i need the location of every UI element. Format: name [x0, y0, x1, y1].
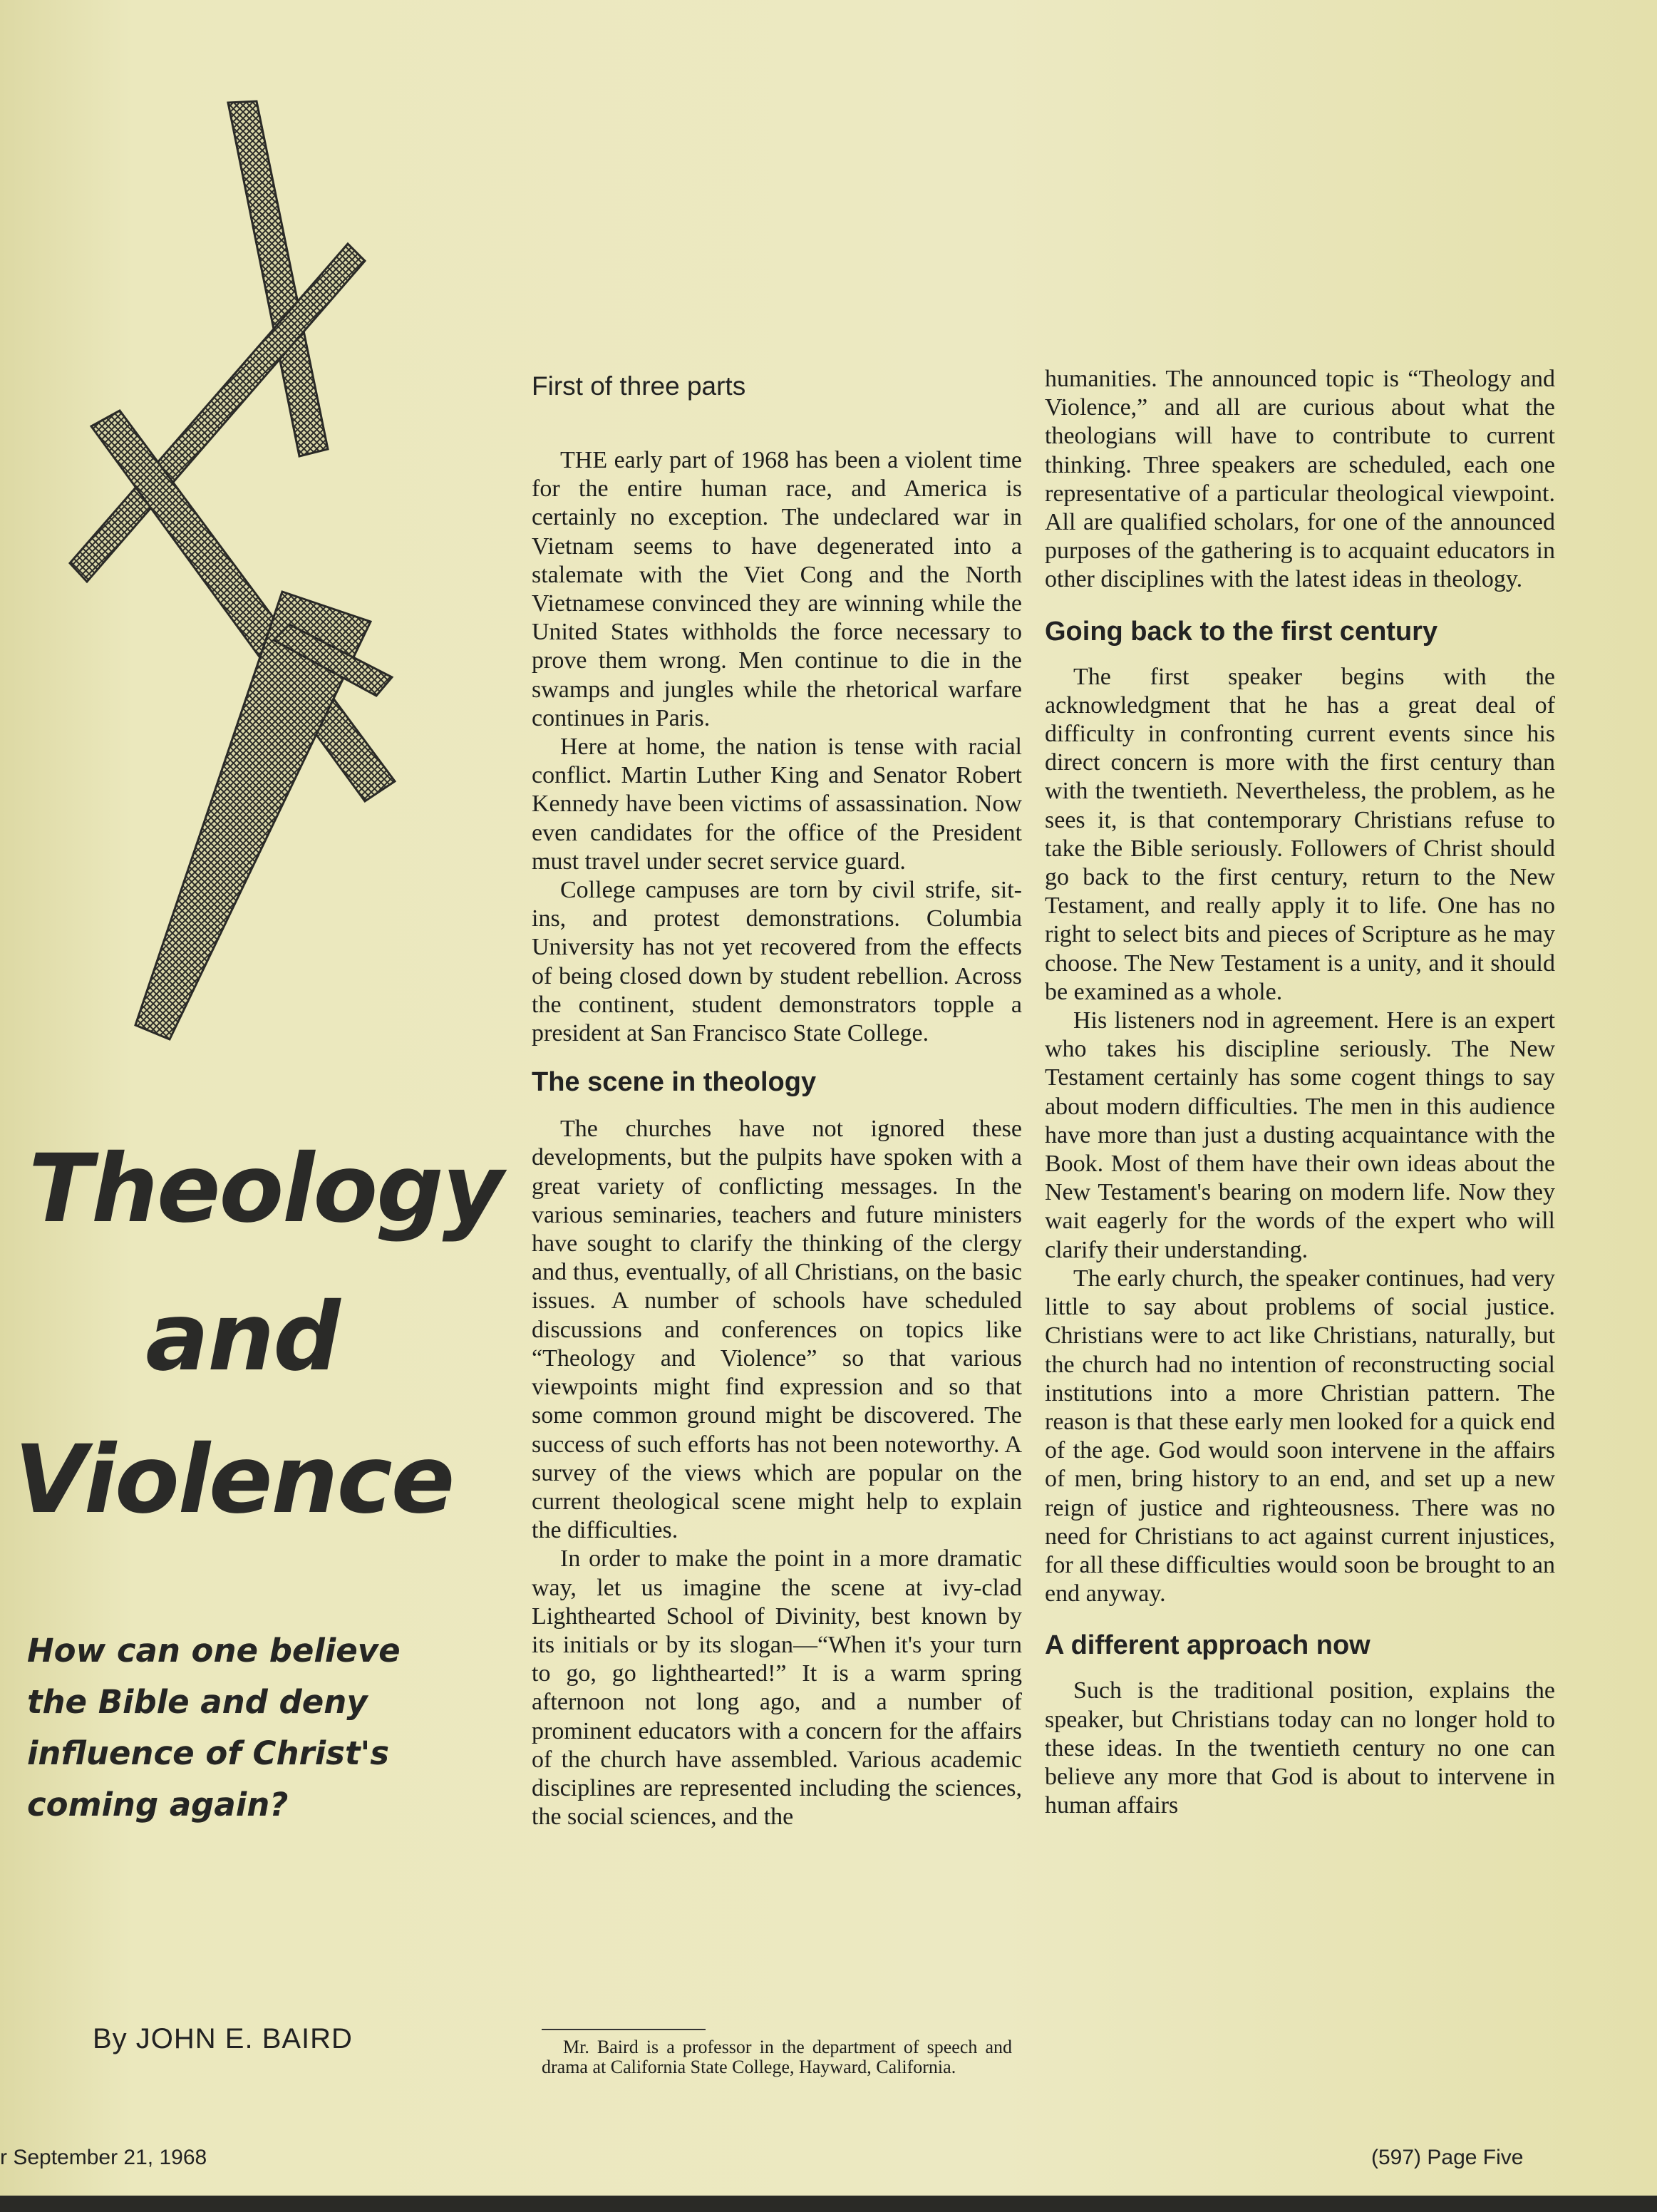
heading-scene: The scene in theology: [532, 1067, 817, 1098]
article-column-2: [1045, 365, 1555, 1820]
article-column-1: [532, 371, 1022, 1831]
byline: By JOHN E. BAIRD: [93, 2023, 353, 2054]
paragraph-2: Here at home, the nation is tense with racial conflict. Martin Luther King and Senator Robert Kennedy have been victims of assassination. Now even candidates for the office of the President must travel under secret service guard.: [532, 734, 1022, 875]
paragraph-10: Such is the traditional position, explains the speaker, but Christians today can no longer hold to these ideas. In the twentieth century no one can believe any more that God is about to intervene in human affairs: [1045, 1677, 1555, 1819]
crosses-illustration: [57, 93, 428, 1048]
article-subtitle: How can one believe the Bible and deny influence of Christ's coming again?: [27, 1632, 401, 1823]
article-title-line3: Violence: [14, 1425, 454, 1535]
paragraph-8: His listeners nod in agreement. Here is an expert who takes his discipline seriously. The New Testament certainly has some cogent things to say about modern difficulties. The men in this audience have more than just a dusting acquaintance with the Book. Most of them have their own ideas about the New Testament's bearing on modern life. Now they wait eagerly for the words of the expert who will clarify their understanding.: [1045, 1007, 1555, 1263]
paragraph-9: The early church, the speaker continues, had very little to say about problems of social justice. Christians were to act like Christians, naturally, but the church had no intention of reconstructing social institutions into a more Christian pattern. The reason is that these early men looked for a quick end of the age. God would soon intervene in the affairs of men, bring history to an end, and set up a new reign of justice and righteousness. There was no need for Christians to act against current injustices, for all these difficulties would soon be brought to an end anyway.: [1045, 1265, 1555, 1607]
folio-date: r September 21, 1968: [0, 2146, 207, 2169]
kicker: First of three parts: [532, 371, 746, 401]
cross-top: [70, 101, 365, 582]
paragraph-1: THE early part of 1968 has been a violent time for the entire human race, and America is certainly no exception. The undeclared war in Vietnam seems to have degenerated into a stalemate with the Viet Cong and the North Vietnamese convinced they are winning while the United States withholds the force necessary to prove them wrong. Men continue to die in the swamps and jungles while the rhetorical warfare continues in Paris.: [532, 447, 1022, 731]
heading-different-approach: A different approach now: [1045, 1630, 1370, 1661]
footnote-text: Mr. Baird is a professor in the department of speech and drama at California State College, Hayward, California.: [542, 2037, 1012, 2077]
page-bottom-edge: [0, 2196, 1657, 2212]
article-title-line1: Theology: [29, 1134, 502, 1244]
author-footnote: [542, 2037, 1012, 2077]
folio-page: (597) Page Five: [1371, 2146, 1524, 2169]
paragraph-5: In order to make the point in a more dramatic way, let us imagine the scene at ivy-clad Lighthearted School of Divinity, best known by its initials or by its slogan—“When it's your turn to go, go lighthearted!” It is a warm spring afternoon not long ago, and a number of prominent educators with a concern for the affairs of the church have assembled. Various academic disciplines are represented including the sciences, the social sciences, and the: [532, 1545, 1022, 1831]
paragraph-7: The first speaker begins with the acknowledgment that he has a great deal of difficulty in confronting current events since his direct concern is more with the first century than with the twentieth. Nevertheless, the problem, as he sees it, is that contemporary Christians refuse to take the Bible seriously. Followers of Christ should go back to the first century, return to the New Testament, and really apply it to life. One has no right to select bits and pieces of Scripture as he may choose. The New Testament is a unity, and it should be examined as a whole.: [1045, 663, 1555, 1005]
paragraph-3: College campuses are torn by civil strife, sit-ins, and protest demonstrations. Columbia University has not yet recovered from the effects of being closed down by student rebellion. Across the continent, student demonstrators topple a president at San Francisco State College.: [532, 877, 1022, 1047]
footnote-rule: [542, 2029, 706, 2030]
paragraph-6: humanities. The announced topic is “Theology and Violence,” and all are curious about what the theologians will have to contribute to current thinking. Three speakers are scheduled, each one representative of a particular theological viewpoint. All are qualified scholars, for one of the announced purposes of the gathering is to acquaint educators in other disciplines with the latest ideas in theology.: [1045, 366, 1555, 593]
heading-first-century: Going back to the first century: [1045, 616, 1438, 647]
paragraph-4: The churches have not ignored these developments, but the pulpits have spoken with a great variety of conflicting messages. In the various seminaries, teachers and future ministers have sought to clarify the thinking of the clergy and thus, eventually, of all Christians, on the basic issues. A number of schools have scheduled discussions and conferences on topics like “Theology and Violence” so that various viewpoints might find expression and so that some common ground might be discovered. The success of such efforts has not been noteworthy. A survey of the views which are popular on the current theological scene might help to explain the difficulties.: [532, 1116, 1022, 1544]
cross-bottom: [135, 592, 392, 1039]
article-title-line2: and: [145, 1282, 339, 1392]
